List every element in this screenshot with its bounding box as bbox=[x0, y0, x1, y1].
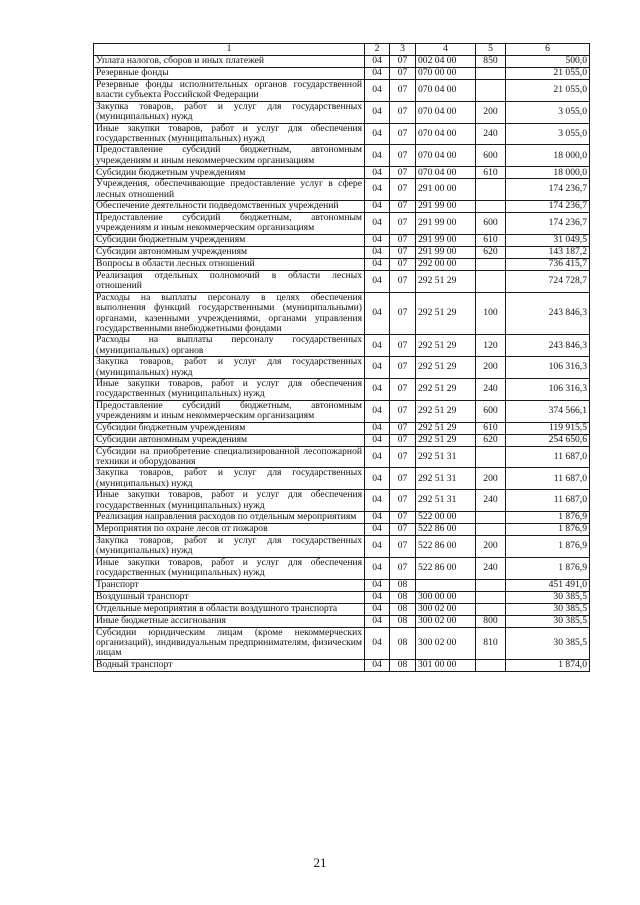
expense-type-cell: 620 bbox=[476, 434, 506, 446]
section-code-cell: 04 bbox=[365, 258, 390, 270]
table-row bbox=[94, 234, 590, 246]
expense-type-cell bbox=[476, 179, 506, 201]
expense-type-cell: 240 bbox=[476, 123, 506, 145]
target-article-cell: 292 00 00 bbox=[416, 258, 476, 270]
row-name-cell: Воздушный транспорт bbox=[94, 591, 365, 603]
expense-type-cell bbox=[476, 591, 506, 603]
expense-type-cell: 600 bbox=[476, 400, 506, 422]
subsection-code-cell: 07 bbox=[390, 378, 416, 400]
expense-type-cell: 100 bbox=[476, 292, 506, 335]
table-header-row bbox=[94, 44, 590, 56]
subsection-code-cell: 08 bbox=[390, 591, 416, 603]
header-cell: 6 bbox=[506, 44, 590, 56]
target-article-cell: 070 04 00 bbox=[416, 167, 476, 179]
row-name-cell: Транспорт bbox=[94, 579, 365, 591]
target-article-cell bbox=[416, 579, 476, 591]
section-code-cell: 04 bbox=[365, 179, 390, 201]
table-row bbox=[94, 536, 590, 558]
expense-type-cell: 200 bbox=[476, 536, 506, 558]
section-code-cell: 04 bbox=[365, 659, 390, 671]
amount-cell: 374 566,1 bbox=[506, 400, 590, 422]
table-row bbox=[94, 627, 590, 659]
expense-type-cell bbox=[476, 258, 506, 270]
expense-type-cell bbox=[476, 524, 506, 536]
target-article-cell: 522 86 00 bbox=[416, 524, 476, 536]
expense-type-cell: 240 bbox=[476, 378, 506, 400]
target-article-cell: 522 86 00 bbox=[416, 536, 476, 558]
expense-type-cell: 810 bbox=[476, 627, 506, 659]
amount-cell: 21 055,0 bbox=[506, 80, 590, 102]
amount-cell: 31 049,5 bbox=[506, 234, 590, 246]
amount-cell: 106 316,3 bbox=[506, 378, 590, 400]
amount-cell: 3 055,0 bbox=[506, 101, 590, 123]
section-code-cell: 04 bbox=[365, 378, 390, 400]
amount-cell: 174 236,7 bbox=[506, 201, 590, 213]
table-row bbox=[94, 258, 590, 270]
budget-table-body bbox=[94, 44, 590, 672]
section-code-cell: 04 bbox=[365, 400, 390, 422]
section-code-cell: 04 bbox=[365, 446, 390, 468]
target-article-cell: 292 51 31 bbox=[416, 468, 476, 490]
expense-type-cell: 610 bbox=[476, 422, 506, 434]
target-article-cell: 292 51 29 bbox=[416, 292, 476, 335]
target-article-cell: 070 04 00 bbox=[416, 145, 476, 167]
subsection-code-cell: 08 bbox=[390, 627, 416, 659]
expense-type-cell: 600 bbox=[476, 213, 506, 235]
section-code-cell: 04 bbox=[365, 591, 390, 603]
subsection-code-cell: 07 bbox=[390, 490, 416, 512]
row-name-cell: Иные закупки товаров, работ и услуг для обеспечения государственных (муниципальных) нужд bbox=[94, 378, 365, 400]
row-name-cell: Иные закупки товаров, работ и услуг для обеспечения государственных (муниципальных) нужд bbox=[94, 557, 365, 579]
target-article-cell: 522 00 00 bbox=[416, 512, 476, 524]
amount-cell: 11 687,0 bbox=[506, 490, 590, 512]
table-row bbox=[94, 579, 590, 591]
table-row bbox=[94, 557, 590, 579]
subsection-code-cell: 07 bbox=[390, 179, 416, 201]
row-name-cell: Отдельные мероприятия в области воздушного транспорта bbox=[94, 603, 365, 615]
amount-cell: 500,0 bbox=[506, 56, 590, 68]
expense-type-cell bbox=[476, 579, 506, 591]
expense-type-cell bbox=[476, 68, 506, 80]
subsection-code-cell: 07 bbox=[390, 201, 416, 213]
row-name-cell: Предоставление субсидий бюджетным, автономным учреждениям и иным некоммерческим организациям bbox=[94, 213, 365, 235]
section-code-cell: 04 bbox=[365, 536, 390, 558]
table-row bbox=[94, 246, 590, 258]
target-article-cell: 292 51 29 bbox=[416, 378, 476, 400]
table-row bbox=[94, 468, 590, 490]
section-code-cell: 04 bbox=[365, 167, 390, 179]
section-code-cell: 04 bbox=[365, 512, 390, 524]
target-article-cell: 522 86 00 bbox=[416, 557, 476, 579]
table-row bbox=[94, 512, 590, 524]
target-article-cell: 291 99 00 bbox=[416, 246, 476, 258]
target-article-cell: 291 99 00 bbox=[416, 201, 476, 213]
table-row bbox=[94, 56, 590, 68]
section-code-cell: 04 bbox=[365, 213, 390, 235]
table-row bbox=[94, 270, 590, 292]
row-name-cell: Резервные фонды исполнительных органов государственной власти субъекта Российской Федерации bbox=[94, 80, 365, 102]
table-row bbox=[94, 603, 590, 615]
target-article-cell: 291 99 00 bbox=[416, 213, 476, 235]
subsection-code-cell: 07 bbox=[390, 258, 416, 270]
amount-cell: 243 846,3 bbox=[506, 335, 590, 357]
amount-cell: 3 055,0 bbox=[506, 123, 590, 145]
section-code-cell: 04 bbox=[365, 422, 390, 434]
subsection-code-cell: 08 bbox=[390, 603, 416, 615]
subsection-code-cell: 07 bbox=[390, 400, 416, 422]
expense-type-cell: 600 bbox=[476, 145, 506, 167]
subsection-code-cell: 07 bbox=[390, 468, 416, 490]
target-article-cell: 070 04 00 bbox=[416, 123, 476, 145]
subsection-code-cell: 07 bbox=[390, 213, 416, 235]
row-name-cell: Субсидии автономным учреждениям bbox=[94, 434, 365, 446]
amount-cell: 254 650,6 bbox=[506, 434, 590, 446]
section-code-cell: 04 bbox=[365, 603, 390, 615]
subsection-code-cell: 07 bbox=[390, 422, 416, 434]
target-article-cell: 292 51 31 bbox=[416, 490, 476, 512]
subsection-code-cell: 08 bbox=[390, 615, 416, 627]
subsection-code-cell: 07 bbox=[390, 101, 416, 123]
section-code-cell: 04 bbox=[365, 468, 390, 490]
expense-type-cell bbox=[476, 659, 506, 671]
section-code-cell: 04 bbox=[365, 335, 390, 357]
target-article-cell: 292 51 29 bbox=[416, 422, 476, 434]
amount-cell: 243 846,3 bbox=[506, 292, 590, 335]
amount-cell: 174 236,7 bbox=[506, 213, 590, 235]
target-article-cell: 070 00 00 bbox=[416, 68, 476, 80]
table-row bbox=[94, 490, 590, 512]
amount-cell: 30 385,5 bbox=[506, 627, 590, 659]
header-cell: 4 bbox=[416, 44, 476, 56]
row-name-cell: Субсидии бюджетным учреждениям bbox=[94, 422, 365, 434]
target-article-cell: 291 99 00 bbox=[416, 234, 476, 246]
amount-cell: 736 415,7 bbox=[506, 258, 590, 270]
table-row bbox=[94, 292, 590, 335]
section-code-cell: 04 bbox=[365, 246, 390, 258]
subsection-code-cell: 07 bbox=[390, 167, 416, 179]
table-row bbox=[94, 591, 590, 603]
row-name-cell: Субсидии юридическим лицам (кроме некоммерческих организаций), индивидуальным предпринимателям, физическим лицам bbox=[94, 627, 365, 659]
header-cell: 2 bbox=[365, 44, 390, 56]
amount-cell: 1 876,9 bbox=[506, 524, 590, 536]
row-name-cell: Расходы на выплаты персоналу государственных (муниципальных) органов bbox=[94, 335, 365, 357]
table-row bbox=[94, 659, 590, 671]
subsection-code-cell: 07 bbox=[390, 524, 416, 536]
subsection-code-cell: 08 bbox=[390, 659, 416, 671]
table-row bbox=[94, 524, 590, 536]
section-code-cell: 04 bbox=[365, 80, 390, 102]
target-article-cell: 300 02 00 bbox=[416, 603, 476, 615]
header-cell: 5 bbox=[476, 44, 506, 56]
section-code-cell: 04 bbox=[365, 579, 390, 591]
expense-type-cell: 200 bbox=[476, 101, 506, 123]
expense-type-cell: 240 bbox=[476, 490, 506, 512]
row-name-cell: Расходы на выплаты персоналу в целях обеспечения выполнения функций государственными (муниципальными) органами, казенными учреждениями, органами управления государственными внебюджетными фондами bbox=[94, 292, 365, 335]
subsection-code-cell: 07 bbox=[390, 123, 416, 145]
section-code-cell: 04 bbox=[365, 434, 390, 446]
subsection-code-cell: 07 bbox=[390, 145, 416, 167]
table-row bbox=[94, 167, 590, 179]
expense-type-cell: 120 bbox=[476, 335, 506, 357]
amount-cell: 18 000,0 bbox=[506, 145, 590, 167]
target-article-cell: 291 00 00 bbox=[416, 179, 476, 201]
table-row bbox=[94, 213, 590, 235]
subsection-code-cell: 07 bbox=[390, 335, 416, 357]
row-name-cell: Субсидии на приобретение специализированной лесопожарной техники и оборудования bbox=[94, 446, 365, 468]
section-code-cell: 04 bbox=[365, 270, 390, 292]
section-code-cell: 04 bbox=[365, 292, 390, 335]
row-name-cell: Закупка товаров, работ и услуг для государственных (муниципальных) нужд bbox=[94, 357, 365, 379]
section-code-cell: 04 bbox=[365, 145, 390, 167]
target-article-cell: 292 51 29 bbox=[416, 400, 476, 422]
row-name-cell: Обеспечение деятельности подведомственных учреждений bbox=[94, 201, 365, 213]
row-name-cell: Учреждения, обеспечивающие предоставление услуг в сфере лесных отношений bbox=[94, 179, 365, 201]
table-row bbox=[94, 68, 590, 80]
amount-cell: 1 876,9 bbox=[506, 536, 590, 558]
budget-table bbox=[93, 43, 590, 672]
row-name-cell: Резервные фонды bbox=[94, 68, 365, 80]
target-article-cell: 300 00 00 bbox=[416, 591, 476, 603]
table-row bbox=[94, 123, 590, 145]
subsection-code-cell: 07 bbox=[390, 234, 416, 246]
row-name-cell: Субсидии автономным учреждениям bbox=[94, 246, 365, 258]
amount-cell: 174 236,7 bbox=[506, 179, 590, 201]
table-row bbox=[94, 615, 590, 627]
table-row bbox=[94, 422, 590, 434]
target-article-cell: 292 51 31 bbox=[416, 446, 476, 468]
expense-type-cell: 610 bbox=[476, 167, 506, 179]
section-code-cell: 04 bbox=[365, 524, 390, 536]
expense-type-cell bbox=[476, 270, 506, 292]
amount-cell: 30 385,5 bbox=[506, 603, 590, 615]
amount-cell: 724 728,7 bbox=[506, 270, 590, 292]
target-article-cell: 070 04 00 bbox=[416, 101, 476, 123]
row-name-cell: Предоставление субсидий бюджетным, автономным учреждениям и иным некоммерческим организациям bbox=[94, 400, 365, 422]
target-article-cell: 300 02 00 bbox=[416, 627, 476, 659]
section-code-cell: 04 bbox=[365, 557, 390, 579]
row-name-cell: Предоставление субсидий бюджетным, автономным учреждениям и иным некоммерческим организациям bbox=[94, 145, 365, 167]
subsection-code-cell: 07 bbox=[390, 446, 416, 468]
amount-cell: 11 687,0 bbox=[506, 468, 590, 490]
amount-cell: 1 876,9 bbox=[506, 557, 590, 579]
subsection-code-cell: 07 bbox=[390, 512, 416, 524]
amount-cell: 143 187,2 bbox=[506, 246, 590, 258]
table-row bbox=[94, 400, 590, 422]
amount-cell: 18 000,0 bbox=[506, 167, 590, 179]
section-code-cell: 04 bbox=[365, 627, 390, 659]
table-row bbox=[94, 201, 590, 213]
section-code-cell: 04 bbox=[365, 357, 390, 379]
expense-type-cell bbox=[476, 512, 506, 524]
amount-cell: 451 491,0 bbox=[506, 579, 590, 591]
section-code-cell: 04 bbox=[365, 234, 390, 246]
row-name-cell: Субсидии бюджетным учреждениям bbox=[94, 167, 365, 179]
amount-cell: 106 316,3 bbox=[506, 357, 590, 379]
row-name-cell: Уплата налогов, сборов и иных платежей bbox=[94, 56, 365, 68]
expense-type-cell: 240 bbox=[476, 557, 506, 579]
table-row bbox=[94, 357, 590, 379]
row-name-cell: Мероприятия по охране лесов от пожаров bbox=[94, 524, 365, 536]
subsection-code-cell: 07 bbox=[390, 56, 416, 68]
table-row bbox=[94, 335, 590, 357]
table-row bbox=[94, 434, 590, 446]
row-name-cell: Закупка товаров, работ и услуг для государственных (муниципальных) нужд bbox=[94, 536, 365, 558]
expense-type-cell bbox=[476, 603, 506, 615]
expense-type-cell: 200 bbox=[476, 468, 506, 490]
subsection-code-cell: 07 bbox=[390, 557, 416, 579]
section-code-cell: 04 bbox=[365, 68, 390, 80]
target-article-cell: 301 00 00 bbox=[416, 659, 476, 671]
expense-type-cell: 610 bbox=[476, 234, 506, 246]
expense-type-cell: 800 bbox=[476, 615, 506, 627]
amount-cell: 21 055,0 bbox=[506, 68, 590, 80]
row-name-cell: Водный транспорт bbox=[94, 659, 365, 671]
expense-type-cell bbox=[476, 201, 506, 213]
subsection-code-cell: 07 bbox=[390, 68, 416, 80]
subsection-code-cell: 08 bbox=[390, 579, 416, 591]
expense-type-cell bbox=[476, 80, 506, 102]
table-row bbox=[94, 446, 590, 468]
section-code-cell: 04 bbox=[365, 490, 390, 512]
target-article-cell: 292 51 29 bbox=[416, 357, 476, 379]
row-name-cell: Субсидии бюджетным учреждениям bbox=[94, 234, 365, 246]
amount-cell: 1 876,9 bbox=[506, 512, 590, 524]
subsection-code-cell: 07 bbox=[390, 357, 416, 379]
row-name-cell: Закупка товаров, работ и услуг для государственных (муниципальных) нужд bbox=[94, 468, 365, 490]
page-number: 21 bbox=[313, 855, 327, 870]
target-article-cell: 002 04 00 bbox=[416, 56, 476, 68]
target-article-cell: 070 04 00 bbox=[416, 80, 476, 102]
row-name-cell: Иные закупки товаров, работ и услуг для обеспечения государственных (муниципальных) нужд bbox=[94, 490, 365, 512]
row-name-cell: Иные закупки товаров, работ и услуг для обеспечения государственных (муниципальных) нужд bbox=[94, 123, 365, 145]
row-name-cell: Закупка товаров, работ и услуг для государственных (муниципальных) нужд bbox=[94, 101, 365, 123]
subsection-code-cell: 07 bbox=[390, 292, 416, 335]
table-row bbox=[94, 101, 590, 123]
section-code-cell: 04 bbox=[365, 56, 390, 68]
row-name-cell: Реализация направления расходов по отдельным мероприятиям bbox=[94, 512, 365, 524]
subsection-code-cell: 07 bbox=[390, 536, 416, 558]
row-name-cell: Реализация отдельных полномочий в области лесных отношений bbox=[94, 270, 365, 292]
subsection-code-cell: 07 bbox=[390, 270, 416, 292]
section-code-cell: 04 bbox=[365, 123, 390, 145]
subsection-code-cell: 07 bbox=[390, 246, 416, 258]
target-article-cell: 292 51 29 bbox=[416, 270, 476, 292]
section-code-cell: 04 bbox=[365, 201, 390, 213]
amount-cell: 119 915,5 bbox=[506, 422, 590, 434]
header-cell: 3 bbox=[390, 44, 416, 56]
expense-type-cell: 200 bbox=[476, 357, 506, 379]
amount-cell: 30 385,5 bbox=[506, 591, 590, 603]
expense-type-cell: 620 bbox=[476, 246, 506, 258]
subsection-code-cell: 07 bbox=[390, 434, 416, 446]
amount-cell: 11 687,0 bbox=[506, 446, 590, 468]
target-article-cell: 300 02 00 bbox=[416, 615, 476, 627]
target-article-cell: 292 51 29 bbox=[416, 434, 476, 446]
row-name-cell: Вопросы в области лесных отношений bbox=[94, 258, 365, 270]
amount-cell: 1 874,0 bbox=[506, 659, 590, 671]
amount-cell: 30 385,5 bbox=[506, 615, 590, 627]
target-article-cell: 292 51 29 bbox=[416, 335, 476, 357]
table-row bbox=[94, 378, 590, 400]
expense-type-cell: 850 bbox=[476, 56, 506, 68]
row-name-cell: Иные бюджетные ассигнования bbox=[94, 615, 365, 627]
table-row bbox=[94, 179, 590, 201]
expense-type-cell bbox=[476, 446, 506, 468]
table-row bbox=[94, 145, 590, 167]
table-row bbox=[94, 80, 590, 102]
header-cell: 1 bbox=[94, 44, 365, 56]
section-code-cell: 04 bbox=[365, 101, 390, 123]
section-code-cell: 04 bbox=[365, 615, 390, 627]
subsection-code-cell: 07 bbox=[390, 80, 416, 102]
